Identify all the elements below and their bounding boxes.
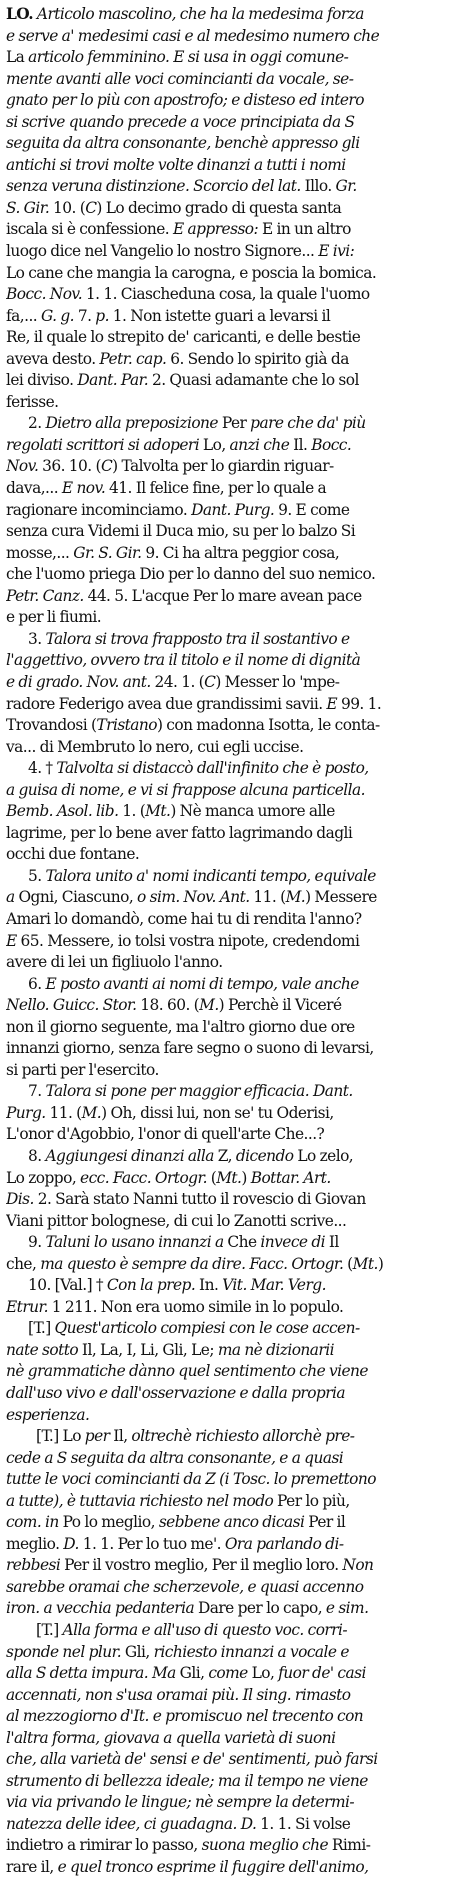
italic-run: ecc. Facc. Ortogr. xyxy=(80,1168,207,1187)
italic-run: M. xyxy=(199,996,219,1015)
headword: LO. xyxy=(6,5,34,23)
text-run: Re, il quale lo strepito de' caricanti, e delle bestie xyxy=(6,328,361,347)
text-run: 11. ( xyxy=(45,1103,82,1122)
text-run: rare il, xyxy=(6,1858,58,1877)
italic-run: Dietro alla preposizione xyxy=(45,414,218,433)
text-line xyxy=(6,112,458,134)
italic-run: fuor de' casi xyxy=(278,1664,366,1683)
text-line xyxy=(6,1361,458,1383)
italic-run: sebbene anco dicasi xyxy=(158,1513,305,1532)
italic-run: natezza delle idee, ci guadagna. D. xyxy=(6,1814,257,1833)
text-line xyxy=(6,564,458,586)
italic-run: l'aggettivo, ovvero tra il titolo e il nome di dignità xyxy=(6,651,361,670)
text-run: ferisse. xyxy=(6,392,59,411)
text-run: iscala si è confessione. xyxy=(6,220,173,239)
italic-run: Articolo mascolino, che ha la medesima forza xyxy=(33,5,364,23)
italic-run: suona meglio che xyxy=(201,1836,329,1855)
text-run: Lo zelo, xyxy=(293,1146,354,1165)
text-line xyxy=(6,801,458,823)
text-line xyxy=(6,306,458,328)
italic-run: C xyxy=(100,457,113,476)
italic-run: D. xyxy=(63,1534,79,1553)
italic-run: richiesto innanzi a vocale e xyxy=(153,1642,349,1661)
text-line xyxy=(6,995,458,1017)
text-run: Per xyxy=(217,414,251,433)
text-run: Il xyxy=(325,1233,339,1252)
italic-run: per xyxy=(84,1427,110,1446)
italic-run: a tutte), è tuttavia richiesto nel modo xyxy=(6,1491,274,1510)
text-line xyxy=(6,1534,458,1556)
text-line xyxy=(6,1340,458,1362)
italic-run: M. xyxy=(81,1103,102,1122)
italic-run: G. g. xyxy=(40,306,75,325)
italic-run: Purg. xyxy=(6,1103,46,1122)
text-line xyxy=(6,456,458,478)
text-run: indietro a rimirar lo passo, xyxy=(6,1836,202,1855)
italic-run: Dant. Par. xyxy=(77,371,149,390)
text-line xyxy=(6,1663,458,1685)
text-run: 9. E come xyxy=(274,500,350,519)
italic-run: Talora si trova frapposto tra il sostantivo e xyxy=(45,629,350,648)
text-line xyxy=(6,1577,458,1599)
text-run: 4. † xyxy=(28,759,57,778)
text-line xyxy=(6,349,458,371)
text-line xyxy=(6,176,458,198)
italic-run: Bemb. Asol. lib. xyxy=(6,802,119,821)
italic-run: Taluni lo usano innanzi a xyxy=(45,1233,224,1252)
text-run: radore Federigo avea due grandissimi savii. xyxy=(6,694,327,713)
italic-run: regolati scrittori si adoperi xyxy=(6,435,200,454)
italic-run: via via privando le lingue; nè sempre la determi- xyxy=(6,1793,355,1812)
text-run: ragionare incominciamo. xyxy=(6,500,192,519)
text-run: lei diviso. xyxy=(6,371,78,390)
text-run: dava,... xyxy=(6,479,62,498)
text-run: senza cura Videmi il Duca mio, su per lo balzo Si xyxy=(6,522,356,541)
text-line xyxy=(6,413,458,435)
text-run: Dare per lo capo, xyxy=(194,1599,326,1618)
italic-run: cede a S seguita da altra consonante, e a quasi xyxy=(6,1448,344,1467)
text-run: fa,... xyxy=(6,306,41,325)
italic-run: Talvolta si distaccò dall'infinito che è posto, xyxy=(56,759,369,778)
text-run: 10. ( xyxy=(49,198,86,217)
text-line xyxy=(6,1771,458,1793)
text-line xyxy=(6,435,458,457)
text-line xyxy=(6,866,458,888)
text-line xyxy=(6,219,458,241)
text-run: 36. 10. ( xyxy=(38,457,101,476)
text-run: lagrime, per lo bene aver fatto lagrimando dagli xyxy=(6,823,353,842)
text-line xyxy=(6,1060,458,1082)
italic-run: pare che da' più xyxy=(250,414,366,433)
text-line xyxy=(6,69,458,91)
text-line xyxy=(6,1426,458,1448)
text-line xyxy=(6,909,458,931)
text-line xyxy=(6,90,458,112)
text-run: Il, xyxy=(109,1427,132,1446)
text-line xyxy=(6,694,458,716)
italic-run: E ivi: xyxy=(318,242,355,261)
text-line xyxy=(6,1318,458,1340)
text-run: 7. xyxy=(28,1082,46,1101)
italic-run: Etrur. xyxy=(6,1297,48,1316)
italic-run: E appresso: xyxy=(172,220,259,239)
italic-run: nè grammatiche dànno quel sentimento che viene xyxy=(6,1362,368,1381)
text-line xyxy=(6,1620,458,1642)
text-run: 10. [Val.] † xyxy=(28,1276,107,1295)
text-line xyxy=(6,327,458,349)
italic-run: l'altra forma, giovava a quella varietà di suoni xyxy=(6,1728,336,1747)
text-run: aveva desto. xyxy=(6,349,100,368)
italic-run: invece di xyxy=(260,1233,326,1252)
italic-run: che, alla varietà de' sensi e de' sentimenti, può farsi xyxy=(6,1750,378,1769)
text-line xyxy=(6,1254,458,1276)
text-line xyxy=(6,1448,458,1470)
italic-run: alla S detta impura. Ma xyxy=(6,1664,176,1683)
text-line xyxy=(6,823,458,845)
text-line xyxy=(6,1189,458,1211)
text-run: ) Messere xyxy=(305,888,377,907)
text-line xyxy=(6,284,458,306)
italic-run: Nov. xyxy=(6,457,39,476)
text-run: 11. ( xyxy=(249,888,286,907)
text-run: Lo cane che mangia la carogna, e poscia la bomica. xyxy=(6,263,377,282)
text-line xyxy=(6,1706,458,1728)
text-run: ) Lo decimo grado di questa santa xyxy=(96,198,342,217)
text-line xyxy=(6,1232,458,1254)
text-line xyxy=(6,672,458,694)
text-run: e per li fiumi. xyxy=(6,608,102,627)
text-line xyxy=(6,478,458,500)
text-run: ) Talvolta per lo giardin riguar- xyxy=(112,457,334,476)
text-run: Gli, xyxy=(175,1664,209,1683)
italic-run: a xyxy=(6,888,15,907)
text-line xyxy=(6,1146,458,1168)
text-run: avere di lei un figliuolo l'anno. xyxy=(6,953,223,972)
text-run: 1. ( xyxy=(118,802,146,821)
text-run: In. xyxy=(195,1276,223,1295)
italic-run: ma nè dizionarii xyxy=(217,1340,334,1359)
text-line xyxy=(6,1598,458,1620)
text-run: Il, La, I, Li, Gli, Le; xyxy=(78,1340,218,1359)
text-run: 2. Quasi adamante che lo sol xyxy=(148,371,359,390)
italic-run: al mezzogiorno d'It. e promiscuo nel trecento con xyxy=(6,1707,364,1726)
text-line xyxy=(6,607,458,629)
text-run: che l'uomo priega Dio per lo danno del suo nemico. xyxy=(6,565,376,584)
italic-run: o sim. Nov. Ant. xyxy=(137,888,250,907)
text-run: 1. Non istette guari a levarsi il xyxy=(108,306,331,325)
italic-run: Petr. Canz. xyxy=(6,586,84,605)
italic-run: E nov. xyxy=(61,479,106,498)
text-line xyxy=(6,1017,458,1039)
text-line xyxy=(6,198,458,220)
text-run: luogo dice nel Vangelio lo nostro Signore... xyxy=(6,242,319,261)
text-line xyxy=(6,1728,458,1750)
italic-run: Ora parlando di- xyxy=(224,1534,344,1553)
italic-run: Talora si pone per maggior efficacia. Dant. xyxy=(45,1082,353,1101)
italic-run: a guisa di nome, e vi si frappose alcuna particella. xyxy=(6,780,366,799)
text-run: 65. Messere, io tolsi vostra nipote, credendomi xyxy=(16,931,360,950)
italic-run: C xyxy=(85,198,97,217)
italic-run: Bocc. xyxy=(311,435,352,454)
text-run: L'onor d'Agobbio, l'onor di quell'arte Che...? xyxy=(6,1125,325,1144)
italic-run: iron. a vecchia pedanteria xyxy=(6,1599,195,1618)
text-run: 41. Il felice fine, per lo quale a xyxy=(105,479,327,498)
text-line xyxy=(6,931,458,953)
text-run: 9. Ci ha altra peggior cosa, xyxy=(141,543,340,562)
italic-run: Gr. xyxy=(335,177,357,196)
text-line xyxy=(6,1512,458,1534)
text-line xyxy=(6,1469,458,1491)
text-line xyxy=(6,715,458,737)
text-run: Trovandosi ( xyxy=(6,716,97,735)
italic-run: e serve a' medesimi casi e al medesimo numero che xyxy=(6,26,380,45)
text-run: Amari lo domandò, come hai tu di rendita l'anno? xyxy=(6,909,362,928)
text-run: 99. 1. xyxy=(337,694,382,713)
text-run: 7. xyxy=(74,306,96,325)
italic-run: Bottar. Art. xyxy=(250,1168,331,1187)
italic-run: Nello. Guicc. Stor. xyxy=(6,996,137,1015)
italic-run: M. xyxy=(285,888,306,907)
text-run: ) xyxy=(377,1254,384,1273)
italic-run: Non xyxy=(342,1556,374,1575)
text-run: Per il xyxy=(304,1513,346,1532)
italic-run: Dis. xyxy=(6,1190,34,1209)
text-run: ( xyxy=(343,1254,353,1273)
text-run: ) Nè manca umore alle xyxy=(170,802,335,821)
italic-run: seguita da altra consonante, benchè appresso gli xyxy=(6,134,360,153)
text-line xyxy=(6,1297,458,1319)
text-run: 2. xyxy=(28,414,46,433)
italic-run: E xyxy=(6,931,17,950)
italic-run: antichi si trovi molte volte dinanzi a tutti i nomi xyxy=(6,155,346,174)
italic-run: e sim. xyxy=(325,1599,369,1618)
italic-run: accennati, non s'usa oramai più. Il sing. rimasto xyxy=(6,1685,351,1704)
italic-run: si scrive quando precede a voce principiata da S xyxy=(6,112,355,131)
text-line xyxy=(6,1168,458,1190)
text-run: 18. 60. ( xyxy=(136,996,200,1015)
italic-run: Mt. xyxy=(216,1168,242,1187)
italic-run: tutte le voci comincianti da Z (i Tosc. lo premettono xyxy=(6,1470,376,1489)
italic-run: Talora unito a' nomi indicanti tempo, equivale xyxy=(45,866,376,885)
italic-run: Alla forma e all'uso di questo voc. corri- xyxy=(62,1621,348,1640)
italic-run: Bocc. Nov. xyxy=(6,285,83,304)
text-run: [T.] xyxy=(36,1621,63,1640)
italic-run: Con la prep. xyxy=(106,1276,196,1295)
italic-run: Dant. Purg. xyxy=(191,500,275,519)
text-run: non il giorno seguente, ma l'altro giorno due ore xyxy=(6,1017,355,1036)
text-line xyxy=(6,1405,458,1427)
italic-run: E posto avanti ai nomi di tempo, vale anche xyxy=(45,974,359,993)
italic-run: Mt. xyxy=(352,1254,378,1273)
italic-run: gnato per lo più con apostrofo; e disteso ed intero xyxy=(6,91,364,110)
text-run: 44. 5. L'acque Per lo mare avean pace xyxy=(83,586,362,605)
text-line xyxy=(6,737,458,759)
text-run: 1. 1. Si volse xyxy=(256,1814,351,1833)
text-line xyxy=(6,47,458,69)
italic-run: Petr. cap. xyxy=(99,349,167,368)
text-run: va... di Membruto lo nero, cui egli uccise. xyxy=(6,737,304,756)
italic-run: senza veruna distinzione. Scorcio del lat. xyxy=(6,177,305,196)
text-run: Rimi- xyxy=(328,1836,371,1855)
text-run: 1. 1. Per lo tuo me'. xyxy=(78,1534,225,1553)
italic-run: dall'uso vivo e dall'osservazione e dalla propria xyxy=(6,1384,346,1402)
text-run: 1 211. Non era uomo simile in lo populo. xyxy=(47,1297,344,1316)
text-run: Lo, xyxy=(247,1664,279,1683)
text-run: [T.] Lo xyxy=(36,1427,85,1446)
text-line xyxy=(6,1491,458,1513)
text-line xyxy=(6,650,458,672)
text-line xyxy=(6,1792,458,1814)
text-run: mosse,... xyxy=(6,543,74,562)
text-run: ) Messer lo 'mpe- xyxy=(215,672,340,691)
text-run: ) Perchè il Viceré xyxy=(218,996,342,1015)
italic-run: sponde nel plur. xyxy=(6,1642,122,1661)
italic-run: e quel tronco esprime il fuggire dell'animo, xyxy=(57,1858,369,1877)
text-line xyxy=(6,887,458,909)
text-run: 1. 1. Ciascheduna cosa, la quale l'uomo xyxy=(82,285,370,304)
text-line xyxy=(6,1383,458,1405)
text-line xyxy=(6,26,458,48)
italic-run: esperienza. xyxy=(6,1405,90,1424)
italic-run: Quest'articolo compiesi con le cose accen- xyxy=(54,1319,360,1338)
italic-run: e di grado. Nov. ant. xyxy=(6,672,151,691)
text-line xyxy=(6,1749,458,1771)
italic-run: ma questo è sempre da dire. Facc. Ortogr. xyxy=(40,1254,344,1273)
italic-run: Vit. Mar. Verg. xyxy=(222,1276,326,1295)
text-run: 2. Sarà stato Nanni tutto il rovescio di Giovan xyxy=(33,1190,366,1209)
text-run: si parti per l'esercito. xyxy=(6,1060,159,1079)
text-run: Per lo più, xyxy=(273,1491,350,1510)
text-line xyxy=(6,1124,458,1146)
text-line xyxy=(6,1038,458,1060)
text-run: innanzi giorno, senza fare segno o suono di levarsi, xyxy=(6,1039,374,1058)
text-run: 9. xyxy=(28,1233,46,1252)
text-line xyxy=(6,844,458,866)
italic-run: Mt. xyxy=(145,802,171,821)
text-run: Che xyxy=(223,1233,261,1252)
text-line xyxy=(6,263,458,285)
italic-run: oltrechè richiesto allorchè pre- xyxy=(131,1427,355,1446)
italic-run: Gr. S. Gir. xyxy=(73,543,142,562)
text-run: Z, xyxy=(213,1146,236,1165)
text-run: Il. xyxy=(289,435,312,454)
text-line xyxy=(6,370,458,392)
text-line xyxy=(6,1275,458,1297)
italic-run: E xyxy=(326,694,338,713)
italic-run: sarebbe oramai che scherzevole, e quasi accenno xyxy=(6,1577,364,1596)
text-line xyxy=(6,1857,458,1879)
text-line xyxy=(6,1081,458,1103)
text-line xyxy=(6,780,458,802)
text-line xyxy=(6,629,458,651)
text-run: che, xyxy=(6,1254,41,1273)
text-run: meglio. xyxy=(6,1534,64,1553)
text-run: Ogni, Ciascuno, xyxy=(14,888,138,907)
text-line xyxy=(6,1642,458,1664)
text-line xyxy=(6,1814,458,1836)
text-run: La xyxy=(6,48,29,67)
text-line xyxy=(6,543,458,565)
italic-run: com. in xyxy=(6,1513,59,1532)
text-line xyxy=(6,1211,458,1233)
text-run: Lo zoppo, xyxy=(6,1168,81,1187)
text-run: occhi due fontane. xyxy=(6,845,140,864)
italic-run: Tristano xyxy=(96,716,158,735)
italic-run: dicendo xyxy=(235,1146,294,1165)
text-run: 6. xyxy=(28,974,46,993)
text-run: 5. xyxy=(28,866,46,885)
dictionary-entry-lo xyxy=(6,4,458,1879)
text-run: [T.] xyxy=(28,1319,55,1338)
italic-run: Aggiungesi dinanzi alla xyxy=(45,1146,214,1165)
italic-run: S. Gir. xyxy=(6,198,50,217)
text-run: Per il vostro meglio, Per il meglio loro. xyxy=(60,1556,343,1575)
text-line xyxy=(6,241,458,263)
text-run: ) Oh, dissi lui, non se' tu Oderisi, xyxy=(101,1103,334,1122)
text-line xyxy=(6,155,458,177)
text-line xyxy=(6,4,458,26)
text-line xyxy=(6,133,458,155)
text-line xyxy=(6,521,458,543)
text-run: 24. 1. ( xyxy=(150,672,205,691)
italic-run: p. xyxy=(95,306,109,325)
italic-run: come xyxy=(208,1664,248,1683)
text-run: Gli, xyxy=(121,1642,154,1661)
italic-run: strumento di bellezza ideale; ma il tempo ne viene xyxy=(6,1771,368,1790)
italic-run: anzi che xyxy=(229,435,290,454)
text-run: ) con madonna Isotta, le conta- xyxy=(157,716,380,735)
text-line xyxy=(6,586,458,608)
text-run: ) xyxy=(241,1168,251,1187)
text-line xyxy=(6,974,458,996)
text-run: 6. Sendo lo spirito già da xyxy=(166,349,349,368)
text-line xyxy=(6,758,458,780)
italic-run: nate sotto xyxy=(6,1340,79,1359)
text-line xyxy=(6,500,458,522)
text-run: 3. xyxy=(28,629,46,648)
text-run: ( xyxy=(206,1168,217,1187)
text-run: E in un altro xyxy=(258,220,351,239)
text-line xyxy=(6,1685,458,1707)
text-run: Lo, xyxy=(199,435,230,454)
text-line xyxy=(6,1555,458,1577)
italic-run: C xyxy=(204,672,216,691)
text-line xyxy=(6,392,458,414)
text-line xyxy=(6,952,458,974)
text-run: Po lo meglio, xyxy=(58,1513,159,1532)
italic-run: articolo femminino. E si usa in oggi comune- xyxy=(28,48,349,67)
text-run: 8. xyxy=(28,1146,46,1165)
text-run: Viani pittor bolognese, di cui lo Zanotti scrive... xyxy=(6,1211,347,1230)
italic-run: mente avanti alle voci comincianti da vocale, se- xyxy=(6,69,354,88)
italic-run: rebbesi xyxy=(6,1556,61,1575)
text-line xyxy=(6,1835,458,1857)
text-run: Illo. xyxy=(304,177,336,196)
text-line xyxy=(6,1103,458,1125)
